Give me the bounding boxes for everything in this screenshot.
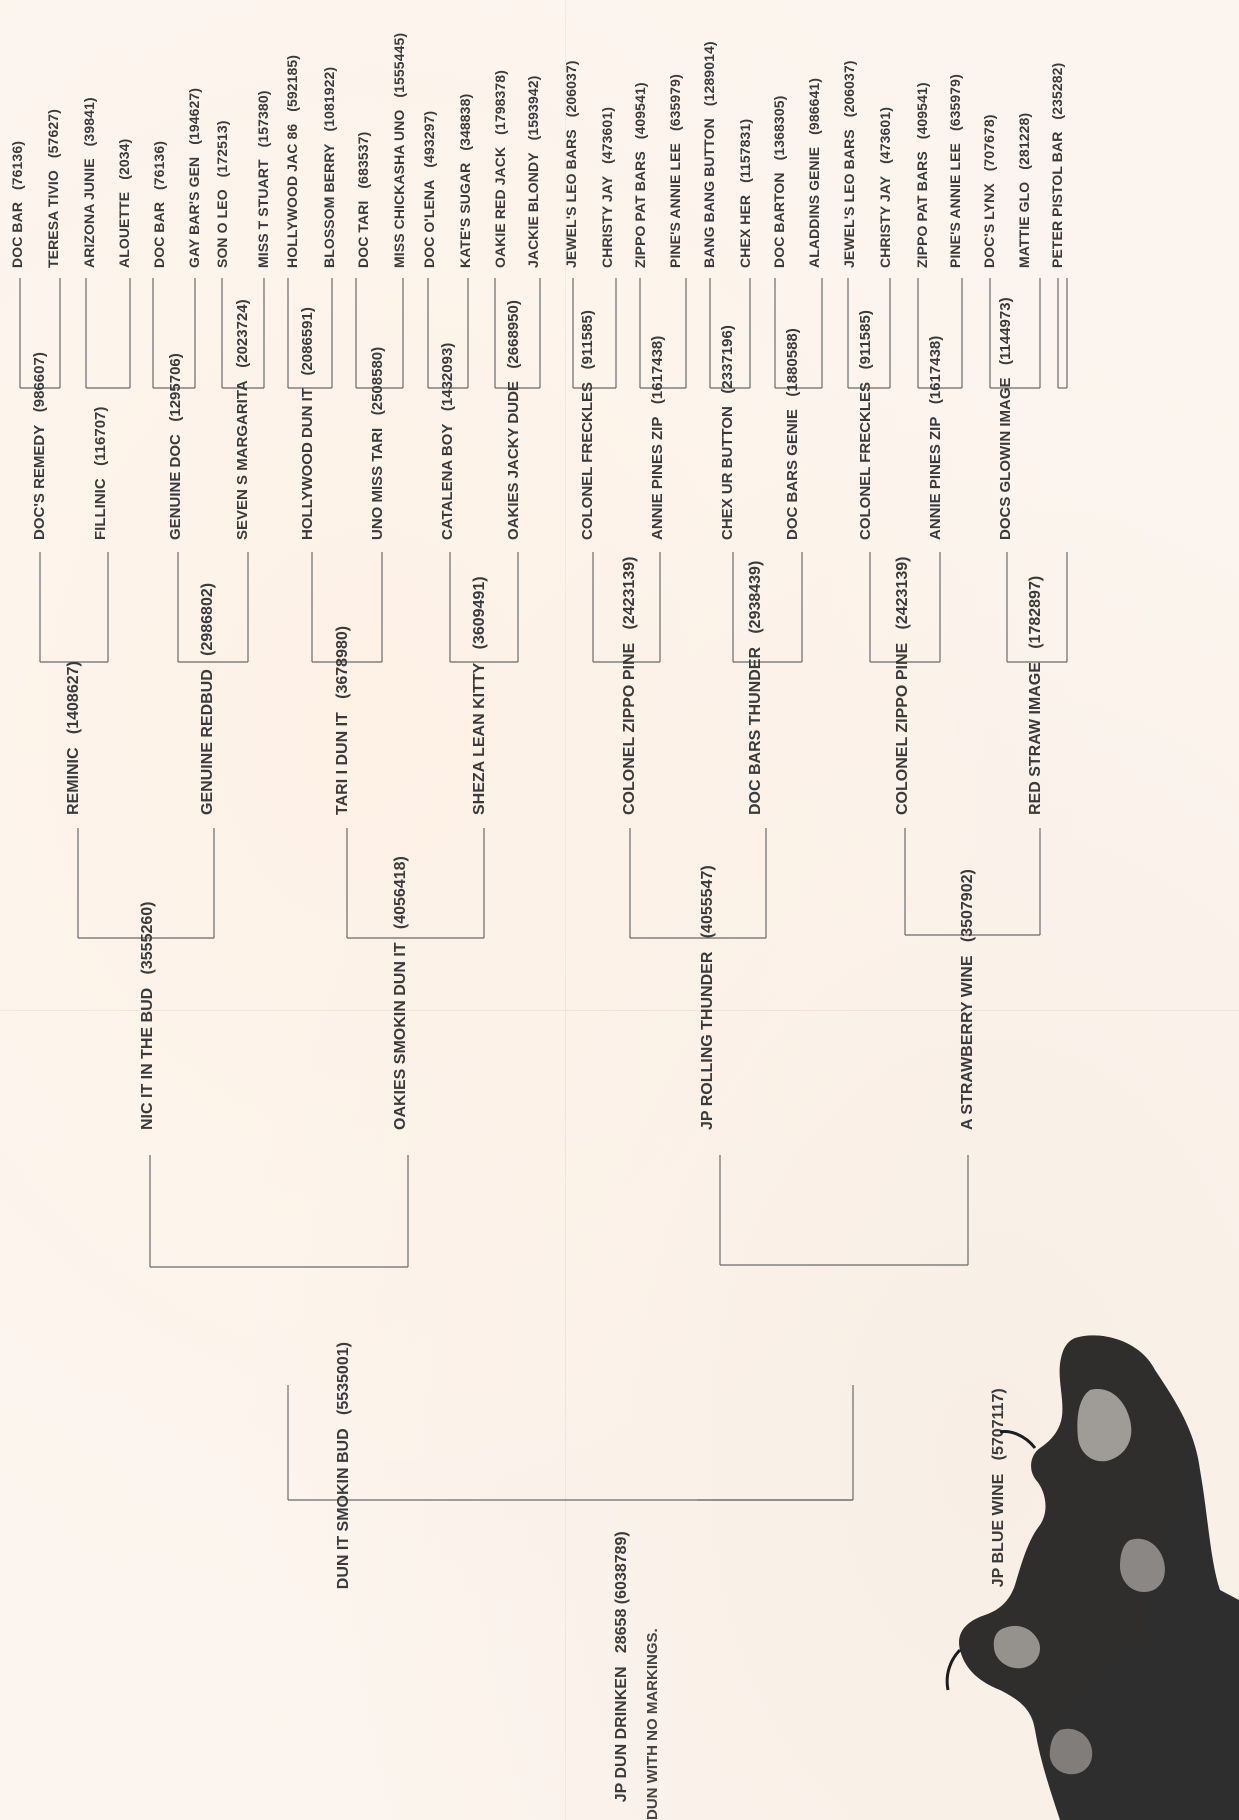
gen4-ancestor-9-name: COLONEL FRECKLES xyxy=(579,381,596,540)
gen5-ancestor-21-registration: (1289014) xyxy=(701,41,717,107)
great-grandparent-5 xyxy=(622,557,638,815)
gen5-ancestor-17-registration: (206037) xyxy=(563,60,579,118)
gen4-ancestor-12 xyxy=(785,328,800,540)
gen5-ancestor-31-registration: (235282) xyxy=(1049,62,1065,120)
gen4-ancestor-1 xyxy=(32,352,47,540)
gen5-ancestor-24-registration: (986641) xyxy=(806,77,822,135)
gen5-ancestor-15-name: OAKIE RED JACK xyxy=(492,146,508,268)
gen5-ancestor-20 xyxy=(668,74,682,268)
grandparent-3 xyxy=(700,865,716,1130)
gen4-ancestor-15-name: DOCS GLOWIN IMAGE xyxy=(997,377,1014,540)
gen5-ancestor-7 xyxy=(215,120,229,268)
gen5-ancestor-6-registration: (194627) xyxy=(186,87,202,145)
gen5-ancestor-13 xyxy=(422,111,436,268)
gen4-ancestor-12-name: DOC BARS GENIE xyxy=(784,409,801,540)
gen4-ancestor-6 xyxy=(370,347,385,540)
gen5-ancestor-16-name: JACKIE BLONDY xyxy=(525,152,541,268)
grandparent-1-name: NIC IT IN THE BUD xyxy=(139,987,156,1130)
gen5-ancestor-23 xyxy=(772,96,786,268)
gen5-ancestor-1-registration: (76136) xyxy=(9,141,25,190)
gen4-ancestor-9 xyxy=(580,310,595,540)
gen5-ancestor-19-name: ZIPPO PAT BARS xyxy=(632,151,648,268)
gen4-ancestor-14 xyxy=(928,336,943,540)
gen5-ancestor-29-registration: (707678) xyxy=(981,114,997,172)
great-grandparent-3-registration: (3678980) xyxy=(334,625,351,699)
great-grandparent-2-name: GENUINE REDBUD xyxy=(199,669,216,815)
sire-label: DUN IT SMOKIN BUD (5535001) xyxy=(335,1342,352,1590)
gen4-ancestor-8 xyxy=(506,300,521,540)
subject-name: JP DUN DRINKEN xyxy=(613,1666,630,1803)
great-grandparent-6 xyxy=(748,561,764,815)
gen4-ancestor-2-registration: (116707) xyxy=(92,406,109,466)
gen5-ancestor-11-registration: (683537) xyxy=(355,131,371,189)
gen5-ancestor-30-name: MATTIE GLO xyxy=(1016,181,1032,268)
gen4-ancestor-4-registration: (2023724) xyxy=(234,299,251,368)
gen5-ancestor-24-name: ALADDINS GENIE xyxy=(806,146,822,268)
gen5-ancestor-5 xyxy=(152,141,166,268)
grandparent-4-registration: (3507902) xyxy=(959,869,976,943)
gen4-ancestor-1-registration: (986607) xyxy=(31,352,48,413)
gen5-ancestor-12-name: MISS CHICKASHA UNO xyxy=(391,109,407,268)
great-grandparent-7-registration: (2423139) xyxy=(894,556,911,630)
gen5-ancestor-7-registration: (172513) xyxy=(214,120,230,178)
gen4-ancestor-14-name: ANNIE PINES ZIP xyxy=(927,416,944,540)
gen5-ancestor-15 xyxy=(493,70,507,268)
gen5-ancestor-15-registration: (1798378) xyxy=(492,70,508,135)
gen5-ancestor-22 xyxy=(738,119,752,268)
gen5-ancestor-8-name: MISS T STUART xyxy=(255,159,271,268)
gen5-ancestor-19 xyxy=(633,82,647,268)
great-grandparent-8-name: RED STRAW IMAGE xyxy=(1027,662,1044,815)
great-grandparent-4-name: SHEZA LEAN KITTY xyxy=(471,662,488,815)
gen4-ancestor-8-name: OAKIES JACKY DUDE xyxy=(505,381,522,540)
gen5-ancestor-29-name: DOC'S LYNX xyxy=(981,183,997,268)
grandparent-3-name: JP ROLLING THUNDER xyxy=(699,951,716,1130)
gen4-ancestor-3-registration: (1295706) xyxy=(167,353,184,422)
gen5-ancestor-11-name: DOC TARI xyxy=(355,200,371,268)
gen5-ancestor-14-registration: (348838) xyxy=(457,93,473,151)
great-grandparent-2-registration: (2986802) xyxy=(199,582,216,656)
gen4-ancestor-4-name: SEVEN S MARGARITA xyxy=(234,380,251,540)
gen4-ancestor-13-name: COLONEL FRECKLES xyxy=(857,381,874,540)
gen4-ancestor-5-registration: (2086591) xyxy=(299,307,316,376)
gen4-ancestor-14-registration: (1617438) xyxy=(927,335,944,405)
gen4-ancestor-5 xyxy=(300,307,315,540)
gen4-ancestor-11-registration: (2337196) xyxy=(719,325,736,394)
gen5-ancestor-2-registration: (57627) xyxy=(45,109,61,159)
gen4-ancestor-11-name: CHEX UR BUTTON xyxy=(719,406,736,540)
gen5-ancestor-1-name: DOC BAR xyxy=(9,201,25,268)
gen5-ancestor-7-name: SON O LEO xyxy=(214,189,230,268)
great-grandparent-3-name: TARI I DUN IT xyxy=(334,712,351,815)
gen4-ancestor-3-name: GENUINE DOC xyxy=(167,434,184,540)
gen5-ancestor-27 xyxy=(915,82,929,268)
gen4-ancestor-9-registration: (911585) xyxy=(579,310,596,370)
remarks-text: DUN WITH NO MARKINGS. xyxy=(644,1628,661,1820)
gen5-ancestor-9-registration: (592185) xyxy=(284,54,300,112)
gen5-ancestor-28 xyxy=(948,74,962,268)
gen5-ancestor-12 xyxy=(392,33,406,268)
gen4-ancestor-8-registration: (2668950) xyxy=(505,300,522,369)
gen5-ancestor-31-name: PETER PISTOL BAR xyxy=(1049,131,1065,268)
gen5-ancestor-10-registration: (1081922) xyxy=(321,66,337,132)
gen4-ancestor-10 xyxy=(650,336,665,540)
gen5-ancestor-4-name: ALOUETTE xyxy=(116,191,132,268)
gen5-ancestor-5-registration: (76136) xyxy=(151,141,167,190)
great-grandparent-6-name: DOC BARS THUNDER xyxy=(747,647,764,815)
gen5-ancestor-22-name: CHEX HER xyxy=(737,194,753,268)
gen5-ancestor-8-registration: (157380) xyxy=(255,90,271,148)
great-grandparent-4 xyxy=(472,576,488,815)
subject-horse xyxy=(598,1531,646,1820)
gen5-ancestor-20-registration: (635979) xyxy=(667,74,683,132)
gen5-ancestor-4 xyxy=(117,139,131,268)
gen4-ancestor-13 xyxy=(858,310,873,540)
gen4-ancestor-7 xyxy=(440,343,455,540)
gen5-ancestor-30 xyxy=(1017,113,1031,268)
gen5-ancestor-14 xyxy=(458,94,472,268)
gen5-ancestor-12-registration: (1555445) xyxy=(391,32,407,98)
grandparent-4-name: A STRAWBERRY WINE xyxy=(959,955,976,1130)
gen5-ancestor-19-registration: (409541) xyxy=(632,82,648,140)
great-grandparent-2 xyxy=(200,583,216,815)
gen4-ancestor-10-registration: (1617438) xyxy=(649,335,666,405)
gen5-ancestor-4-registration: (2034) xyxy=(116,138,132,180)
great-grandparent-7-name: COLONEL ZIPPO PINE xyxy=(894,642,911,815)
gen5-ancestor-17 xyxy=(564,60,578,268)
dam-label: JP BLUE WINE (5707117) xyxy=(990,1388,1007,1588)
gen4-ancestor-2-name: FILLINIC xyxy=(92,478,109,540)
great-grandparent-8-registration: (1782897) xyxy=(1027,575,1044,649)
grandparent-1 xyxy=(140,901,156,1130)
gen5-ancestor-5-name: DOC BAR xyxy=(151,201,167,268)
gen5-ancestor-26-registration: (473601) xyxy=(877,107,893,164)
gen5-ancestor-21-name: BANG BANG BUTTON xyxy=(701,118,717,268)
gen5-ancestor-18 xyxy=(600,107,614,268)
gen4-ancestor-11 xyxy=(720,325,735,540)
great-grandparent-1 xyxy=(66,661,82,815)
grandparent-2-name: OAKIES SMOKIN DUN IT xyxy=(392,942,409,1130)
gen5-ancestor-30-registration: (281228) xyxy=(1016,112,1032,170)
gen4-ancestor-15-registration: (1144973) xyxy=(997,297,1014,365)
great-grandparent-4-registration: (3609491) xyxy=(471,576,488,650)
gen5-ancestor-25-registration: (206037) xyxy=(841,60,857,118)
grandparent-2-registration: (4056418) xyxy=(392,856,409,930)
gen5-ancestor-11 xyxy=(356,132,370,268)
gen5-ancestor-8 xyxy=(256,91,270,268)
gen5-ancestor-10-name: BLOSSOM BERRY xyxy=(321,143,337,268)
gen5-ancestor-25-name: JEWEL'S LEO BARS xyxy=(841,129,857,268)
gen5-ancestor-3-name: ARIZONA JUNIE xyxy=(81,158,97,268)
gen5-ancestor-23-registration: (1368305) xyxy=(771,95,787,161)
gen5-ancestor-18-name: CHRISTY JAY xyxy=(599,175,615,268)
gen5-ancestor-31 xyxy=(1050,63,1064,268)
gen4-ancestor-6-registration: (2508580) xyxy=(369,346,386,416)
great-grandparent-3 xyxy=(335,626,351,815)
gen5-ancestor-17-name: JEWEL'S LEO BARS xyxy=(563,129,579,268)
gen5-ancestor-26 xyxy=(878,107,892,268)
gen5-ancestor-1 xyxy=(10,141,24,268)
gen4-ancestor-6-name: UNO MISS TARI xyxy=(369,427,386,540)
gen5-ancestor-10 xyxy=(322,67,336,268)
gen5-ancestor-2-name: TERESA TIVIO xyxy=(45,170,61,268)
gen5-ancestor-6-name: GAY BAR'S GEN xyxy=(186,156,202,268)
gen5-ancestor-13-registration: (493297) xyxy=(421,110,437,168)
gen5-ancestor-13-name: DOC O'LENA xyxy=(421,179,437,268)
horse-and-rider-illustration xyxy=(940,1330,1239,1820)
great-grandparent-1-registration: (1408627) xyxy=(65,661,82,735)
great-grandparent-1-name: REMINIC xyxy=(65,747,82,815)
gen5-ancestor-18-registration: (473601) xyxy=(599,107,615,164)
grandparent-3-registration: (4055547) xyxy=(699,865,716,939)
gen5-ancestor-29 xyxy=(982,114,996,268)
gen5-ancestor-25 xyxy=(842,60,856,268)
gen5-ancestor-9 xyxy=(285,55,299,268)
gen4-ancestor-13-registration: (911585) xyxy=(857,310,874,370)
gen5-ancestor-28-registration: (635979) xyxy=(947,74,963,132)
great-grandparent-7 xyxy=(895,557,911,815)
gen4-ancestor-3 xyxy=(168,353,183,540)
gen4-ancestor-4 xyxy=(235,299,250,540)
gen4-ancestor-10-name: ANNIE PINES ZIP xyxy=(649,416,666,540)
grandparent-4 xyxy=(960,869,976,1130)
gen5-ancestor-9-name: HOLLYWOOD JAC 86 xyxy=(284,123,300,268)
gen5-ancestor-16 xyxy=(526,76,540,268)
gen5-ancestor-22-registration: (1157831) xyxy=(737,118,753,183)
gen5-ancestor-16-registration: (1593942) xyxy=(525,75,541,141)
gen5-ancestor-26-name: CHRISTY JAY xyxy=(877,175,893,268)
great-grandparent-6-registration: (2938439) xyxy=(747,560,764,634)
gen5-ancestor-21 xyxy=(702,41,716,268)
gen5-ancestor-23-name: DOC BARTON xyxy=(771,172,787,268)
gen5-ancestor-2 xyxy=(46,109,60,268)
great-grandparent-5-name: COLONEL ZIPPO PINE xyxy=(621,642,638,815)
grandparent-2 xyxy=(393,856,409,1130)
gen5-ancestor-3 xyxy=(82,97,96,268)
great-grandparent-5-registration: (2423139) xyxy=(621,556,638,630)
gen4-ancestor-15 xyxy=(998,297,1013,540)
gen5-ancestor-27-registration: (409541) xyxy=(914,82,930,140)
grandparent-1-registration: (3555260) xyxy=(139,901,156,975)
great-grandparent-8 xyxy=(1028,576,1044,815)
gen5-ancestor-28-name: PINE'S ANNIE LEE xyxy=(947,143,963,268)
gen5-ancestor-6 xyxy=(187,88,201,268)
gen5-ancestor-24 xyxy=(807,78,821,268)
gen5-ancestor-3-registration: (39841) xyxy=(81,97,97,147)
gen4-ancestor-5-name: HOLLYWOOD DUN IT xyxy=(299,388,316,540)
gen4-ancestor-12-registration: (1880588) xyxy=(784,328,801,397)
gen5-ancestor-20-name: PINE'S ANNIE LEE xyxy=(667,143,683,268)
gen5-ancestor-14-name: KATE'S SUGAR xyxy=(457,162,473,268)
subject-registration: 28658 (6038789) xyxy=(613,1531,630,1654)
gen5-ancestor-27-name: ZIPPO PAT BARS xyxy=(914,151,930,268)
gen4-ancestor-7-registration: (1432093) xyxy=(439,342,456,412)
gen4-ancestor-1-name: DOC'S REMEDY xyxy=(31,424,48,540)
gen4-ancestor-2 xyxy=(93,407,108,540)
gen4-ancestor-7-name: CATALENA BOY xyxy=(439,423,456,540)
